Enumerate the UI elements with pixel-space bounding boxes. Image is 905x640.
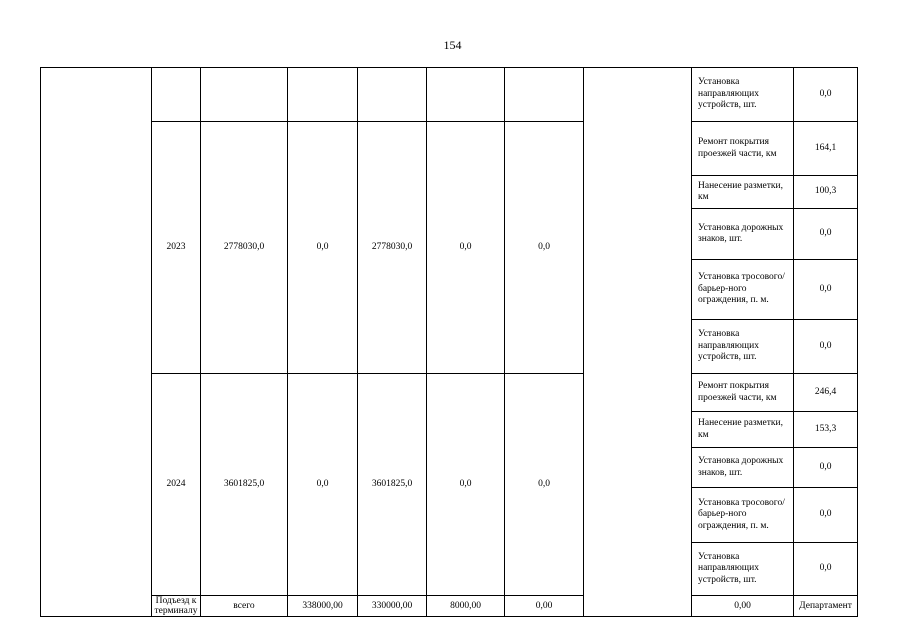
activity-value: 153,3 (794, 412, 858, 448)
federal-cell: 330000,00 (358, 596, 427, 617)
executor-name: Департамент (794, 596, 858, 617)
other-cell: 0,0 (505, 374, 584, 596)
activity-value: 164,1 (794, 122, 858, 176)
local-cell: 0,0 (427, 122, 505, 374)
activity-value: 0,0 (794, 543, 858, 596)
object-name: Подъезд к терминалу (152, 596, 201, 617)
object-cell-empty (41, 68, 152, 617)
total-cell (201, 68, 288, 122)
activity-name: Установка направляющих устройств, шт. (692, 68, 794, 122)
period-cell: всего (201, 596, 288, 617)
local-cell (427, 68, 505, 122)
table-row (41, 122, 858, 176)
activity-name: Установка тросового/барьер-ного ограждения, п. м. (692, 488, 794, 543)
activity-value: 246,4 (794, 374, 858, 412)
regional-cell: 3601825,0 (358, 374, 427, 596)
activity-name: Установка дорожных знаков, шт. (692, 448, 794, 488)
activity-value: 0,0 (794, 320, 858, 374)
activity-name: Установка направляющих устройств, шт. (692, 320, 794, 374)
table-row (41, 68, 858, 122)
other-cell: 0,0 (505, 122, 584, 374)
table-row (41, 596, 858, 617)
activity-value: 0,0 (794, 448, 858, 488)
regional-cell: 2778030,0 (358, 122, 427, 374)
year-cell: 2024 (152, 374, 201, 596)
year-cell: 2023 (152, 122, 201, 374)
regional-cell (358, 68, 427, 122)
activity-value: 0,0 (794, 68, 858, 122)
total-cell: 338000,00 (288, 596, 358, 617)
year-cell (152, 68, 201, 122)
federal-cell (288, 68, 358, 122)
activity-name: Ремонт покрытия проезжей части, км (692, 122, 794, 176)
activity-value: 0,0 (794, 209, 858, 260)
federal-cell: 0,0 (288, 122, 358, 374)
local-cell: 0,00 (505, 596, 584, 617)
activity-value: 0,0 (794, 260, 858, 320)
other-cell (505, 68, 584, 122)
activity-name: Нанесение разметки, км (692, 412, 794, 448)
total-cell: 3601825,0 (201, 374, 288, 596)
activity-name: Установка направляющих устройств, шт. (692, 543, 794, 596)
activity-name: Установка дорожных знаков, шт. (692, 209, 794, 260)
activity-name: Ремонт покрытия проезжей части, км (692, 374, 794, 412)
federal-cell: 0,0 (288, 374, 358, 596)
total-cell: 2778030,0 (201, 122, 288, 374)
activity-value: 0,0 (794, 488, 858, 543)
activity-value: 100,3 (794, 176, 858, 209)
page-number: 154 (443, 38, 462, 52)
other-cell: 0,00 (692, 596, 794, 617)
program-table (40, 67, 858, 617)
activity-name: Установка тросового/барьер-ного ограждения, п. м. (692, 260, 794, 320)
executor-cell-empty (584, 68, 692, 617)
table-row (41, 374, 858, 412)
activity-name: Нанесение разметки, км (692, 176, 794, 209)
regional-cell: 8000,00 (427, 596, 505, 617)
local-cell: 0,0 (427, 374, 505, 596)
